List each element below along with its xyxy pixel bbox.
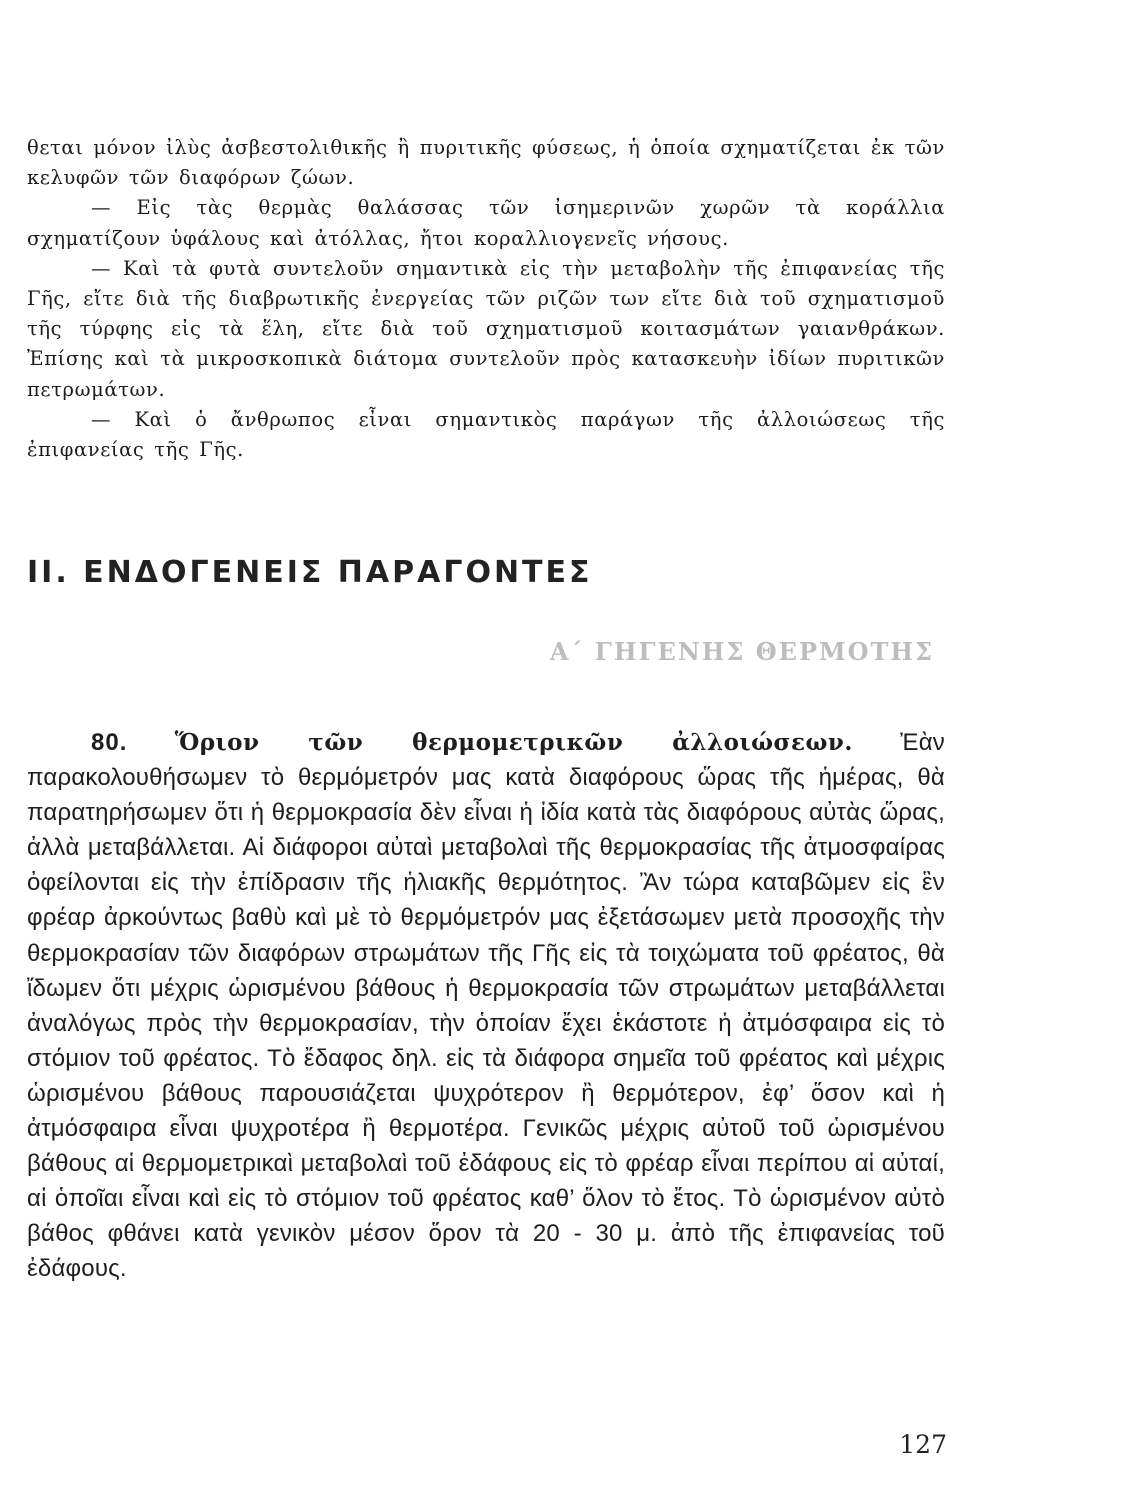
intro-paragraph: — Καὶ τὰ φυτὰ συντελοῦν σημαντικὰ εἰς τὴν μεταβολὴν τῆς ἐπιφανείας τῆς Γῆς, εἴτε διὰ τῆς διαβρωτικῆς ἐνεργείας τῶν ριζῶν των εἴτε διὰ τοῦ σχηματισμοῦ τῆς τύρφης εἰς τὰ ἕλη, εἴτε διὰ τοῦ σχηματισμοῦ κοιτασμάτων γαιανθράκων. Ἐπίσης καὶ τὰ μικροσκοπικὰ διάτομα συντελοῦν πρὸς κατασκευὴν ἰδίων πυριτικῶν πετρωμάτων. (27, 256, 945, 401)
section-heading: II. ΕΝΔΟΓΕΝΕΙΣ ΠΑΡΑΓΟΝΤΕΣ (27, 555, 593, 590)
intro-text-block (27, 133, 945, 465)
paragraph-body: Ἐὰν παρακολουθήσωμεν τὸ θερμόμετρόν μας κατὰ διαφόρους ὥρας τῆς ἡμέρας, θὰ παρατηρήσωμεν ὅτι ἡ θερμοκρασία δὲν εἶναι ἡ ἰδία κατὰ τὰς διαφόρους αὐτὰς ὥρας, ἀλλὰ μεταβάλλεται. Αἱ διάφοροι αὐταὶ μεταβολαὶ τῆς θερμοκρασίας τῆς ἀτμοσφαίρας ὀφείλονται εἰς τὴν ἐπίδρασιν τῆς ἡλιακῆς θερμότητος. Ἂν τώρα καταβῶμεν εἰς ἓν φρέαρ ἀρκούντως βαθὺ καὶ μὲ τὸ θερμόμετρόν μας ἐξετάσωμεν μετὰ προσοχῆς τὴν θερμοκρασίαν τῶν διαφόρων στρωμάτων τῆς Γῆς εἰς τὰ τοιχώματα τοῦ φρέατος, θὰ ἴδωμεν ὅτι μέχρις ὡρισμένου βάθους ἡ θερμοκρασία τῶν στρωμάτων μεταβάλλεται ἀναλόγως πρὸς τὴν θερμοκρασίαν, τὴν ὁποίαν ἔχει ἑκάστοτε ἡ ἀτμόσφαιρα εἰς τὸ στόμιον τοῦ φρέατος. Τὸ ἔδαφος δηλ. εἰς τὰ διάφορα σημεῖα τοῦ φρέατος καὶ μέχρις ὡρισμένου βάθους παρουσιάζεται ψυχρότερον ἢ θερμότερον, ἐφ’ ὅσον καὶ ἡ ἀτμόσφαιρα εἶναι ψυχροτέρα ἢ θερμοτέρα. Γενικῶς μέχρις αὐτοῦ τοῦ ὡρισμένου βάθους αἱ θερμομετρικαὶ μεταβολαὶ τοῦ ἐδάφους εἰς τὸ φρέαρ εἶναι περίπου αἱ αὐταί, αἱ ὁποῖαι εἶναι καὶ εἰς τὸ στόμιον τοῦ φρέατος καθ’ ὅλον τὸ ἔτος. Τὸ ὡρισμένον αὐτὸ βάθος φθάνει κατὰ γενικὸν μέσον ὅρον τὰ 20 - 30 μ. ἀπὸ τῆς ἐπιφανείας τοῦ ἐδάφους. (27, 729, 945, 1283)
intro-paragraph: — Καὶ ὁ ἄνθρωπος εἶναι σημαντικὸς παράγων τῆς ἀλλοιώσεως τῆς ἐπιφανείας τῆς Γῆς. (27, 407, 945, 462)
paragraph-80 (27, 725, 945, 1287)
intro-paragraph: — Εἰς τὰς θερμὰς θαλάσσας τῶν ἰσημερινῶν χωρῶν τὰ κοράλλια σχηματίζουν ὑφάλους καὶ ἀτόλλας, ἤτοι κοραλλιογενεῖς νήσους. (27, 196, 945, 250)
intro-paragraph: θεται μόνον ἰλὺς ἀσβεστολιθικῆς ἢ πυριτικῆς φύσεως, ἡ ὁποία σχηματίζεται ἐκ τῶν κελυφῶν τῶν διαφόρων ζώων. (27, 136, 945, 190)
paragraph-number: 80. (91, 729, 128, 756)
paragraph-title: Ὅριον τῶν θερμομετρικῶν ἀλλοιώσεων. (174, 729, 853, 756)
subsection-heading: Α΄ ΓΗΓΕΝΗΣ ΘΕΡΜΟΤΗΣ (549, 637, 934, 666)
paragraph-80-block (27, 725, 945, 1287)
page-number: 127 (899, 1430, 947, 1459)
